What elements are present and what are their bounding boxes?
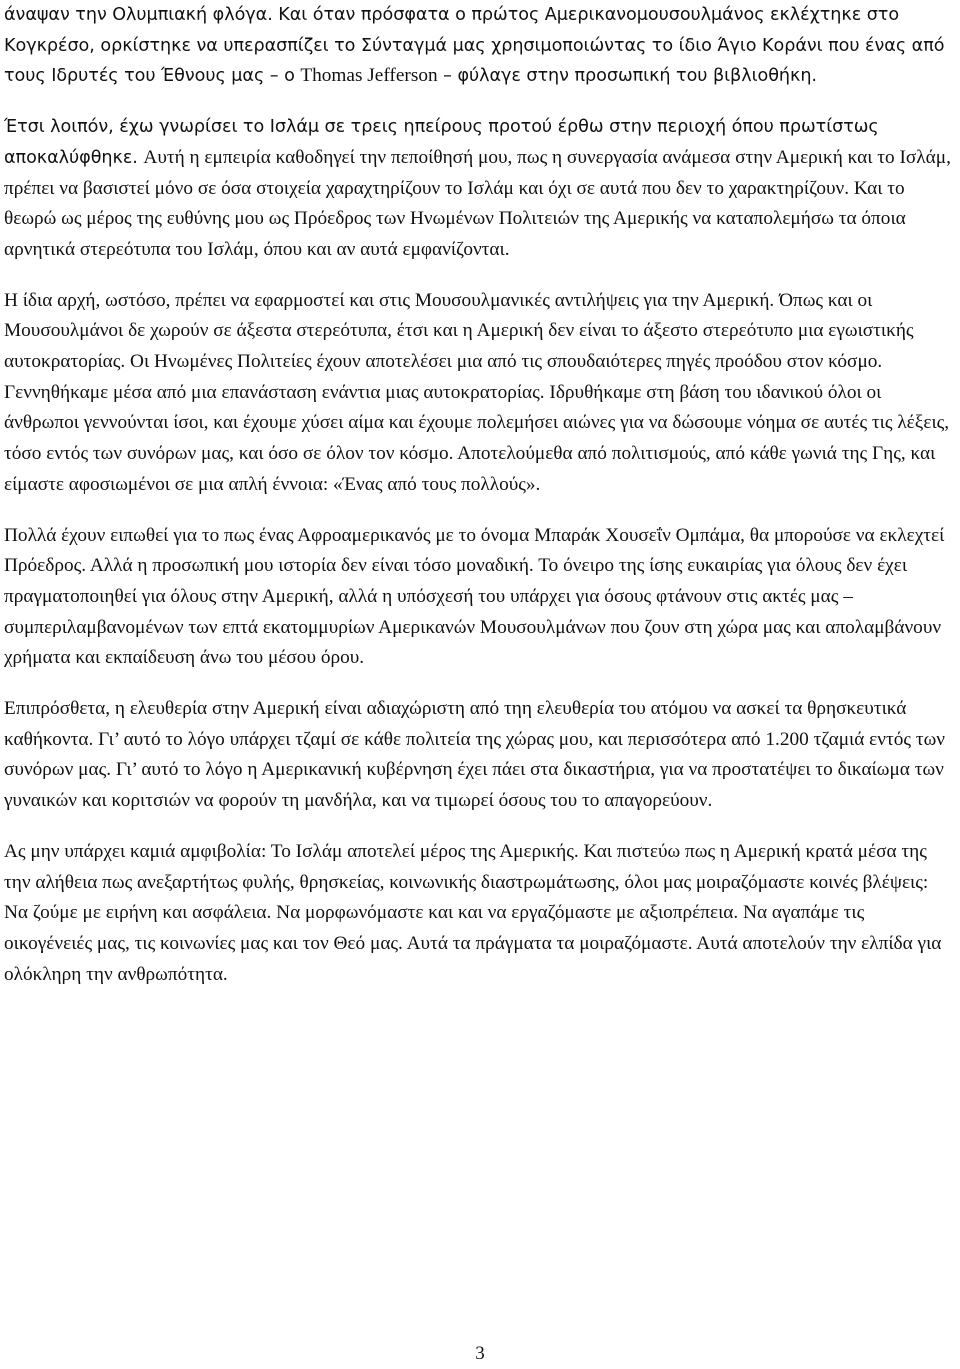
paragraph-1-text-a: άναψαν την Ολυμπιακή φλόγα. Και όταν πρόσφατα ο πρώτος Αμερικανομουσουλμάνος εκλέχτηκε στο Κογκρέσο, ορκίστηκε να υπερασπίζει το Σύνταγμά μας χρησιμοποιώντας το ίδιο Άγιο Κοράνι που ένας από τους Ιδρυτές του Έθνους μας – ο [4,5,945,87]
page-number: 3 [475,1343,485,1364]
paragraph-1 [4,0,954,92]
paragraph-2-text-b: Αυτή η εμπειρία καθοδηγεί την πεποίθησή μου, πως η συνεργασία ανάμεσα στην Αμερική και το Ισλάμ, πρέπει να βασιστεί μόνο σε όσα στοιχεία χαραχτηρίζουν το Ισλάμ και όχι σε αυτά που δεν το χαρακτηρίζουν. Και το θεωρώ ως μέρος της ευθύνης μου ως Πρόεδρος των Ηνωμένων Πολιτειών της Αμερικής να καταπολεμήσω τα όποια αρνητικά στερεότυπα του Ισλάμ, όπου και αν αυτά εμφανίζονται. [4,146,951,260]
paragraph-3-text: Η ίδια αρχή, ωστόσο, πρέπει να εφαρμοστεί και στις Μουσουλμανικές αντιλήψεις για την Αμερική. Όπως και οι Μουσουλμάνοι δε χωρούν σε άξεστα στερεότυπα, έτσι και η Αμερική δεν είναι το άξεστο στερεότυπο μια εγωιστικής αυτοκρατορίας. Οι Ηνωμένες Πολιτείες έχουν αποτελέσει μια από τις σπουδαιότερες πηγές προόδου στον κόσμο. Γεννηθήκαμε μέσα από μια επανάσταση ενάντια μιας αυτοκρατορίας. Ιδρυθήκαμε στη βάση του ιδανικού όλοι οι άνθρωποι γεννούνται ίσοι, και έχουμε χύσει αίμα και έχουμε πολεμήσει αιώνες για να δώσουμε νόημα σε αυτές τις λέξεις, τόσο εντός των συνόρων μας, και όσο σε όλον τον κόσμο. Αποτελούμεθα από πολιτισμούς, από κάθε γωνιά της Γης, και είμαστε αφοσιωμένοι σε μια απλή έννοια: «Ένας από τους πολλούς». [4,289,950,495]
paragraph-5-text: Επιπρόσθετα, η ελευθερία στην Αμερική είναι αδιαχώριστη από τηη ελευθερία του ατόμου να ασκεί τα θρησκευτικά καθήκοντα. Γι’ αυτό το λόγο υπάρχει τζαμί σε κάθε πολιτεία της χώρας μου, και περισσότερα από 1.200 τζαμιά εντός των συνόρων μας. Γι’ αυτό το λόγο η Αμερικανική κυβέρνηση έχει πάει στα δικαστήρια, για να προστατέψει το δικαίωμα των γυναικών και κοριτσιών να φορούν τη μανδήλα, και να τιμωρεί όσους του το απαγορεύουν. [4,698,945,812]
paragraph-3 [4,286,954,501]
paragraph-6-text: Ας μην υπάρχει καμιά αμφιβολία: Το Ισλάμ αποτελεί μέρος της Αμερικής. Και πιστεύω πως η Αμερική κρατά μέσα της την αλήθεια πως ανεξαρτήτως φυλής, θρησκείας, κοινωνικής διαστρωμάτωσης, όλοι μας μοιραζόμαστε κοινές βλέψεις: Να ζούμε με ειρήνη και ασφάλεια. Να μορφωνόμαστε και και να εργαζόμαστε με αξιοπρέπεια. Να αγαπάμε τις οικογένειές μας, τις κοινωνίες μας και τον Θεό μας. Αυτά τα πράγματα τα μοιραζόμαστε. Αυτά αποτελούν την ελπίδα για ολόκληρη την ανθρωπότητα. [4,840,942,985]
paragraph-1-text-b: Thomas Jefferson [300,65,438,87]
paragraph-1-text-c: – φύλαγε στην προσωπική του βιβλιοθήκη. [437,66,817,87]
paragraph-2-text-a: Έτσι λοιπόν, έχω γνωρίσει το Ισλάμ σε τρεις ηπείρους προτού έρθω στην περιοχή όπου πρωτίστως αποκαλύφθηκε. [4,117,879,168]
paragraph-4-text: Πολλά έχουν ειπωθεί για το πως ένας Αφροαμερικανός με το όνομα Μπαράκ Χουσεΐν Ομπάμα, θα μπορούσε να εκλεχτεί Πρόεδρος. Αλλά η προσωπική μου ιστορία δεν είναι τόσο μοναδική. Το όνειρο της ίσης ευκαιρίας για όλους δεν έχει πραγματοποιηθεί για όλους στην Αμερική, αλλά η υπόσχεσή του υπάρχει για όσους φτάνουν στις ακτές μας – συμπεριλαμβανομένων των επτά εκατομμυρίων Αμερικανών Μουσουλμάνων που ζουν στη χώρα μας και απολαμβάνουν χρήματα και εκπαίδευση άνω του μέσου όρου. [4,524,945,669]
paragraph-6 [4,837,954,991]
paragraph-2 [4,112,954,266]
document-body [4,0,954,1010]
paragraph-4 [4,521,954,675]
paragraph-5 [4,694,954,817]
